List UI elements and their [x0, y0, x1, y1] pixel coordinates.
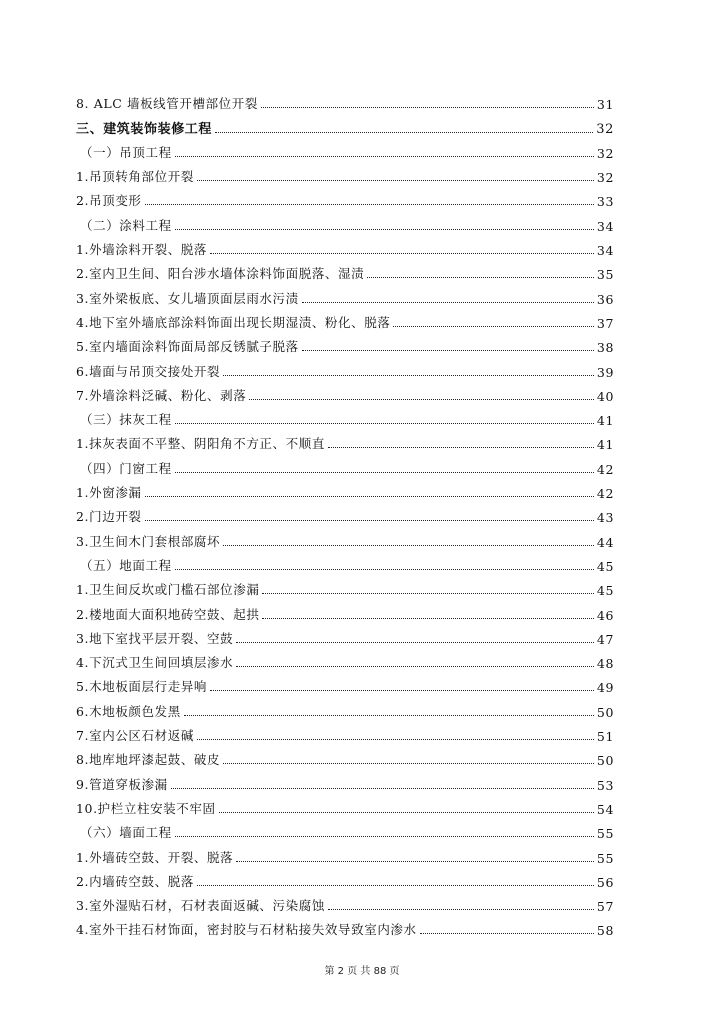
dot-leader	[223, 374, 594, 376]
toc-item[interactable]	[76, 525, 614, 549]
toc-section[interactable]	[76, 209, 614, 233]
toc-page-number: 53	[596, 777, 614, 793]
toc-page-number: 39	[596, 364, 614, 380]
toc-entry-title: 1.外窗渗漏	[76, 485, 142, 501]
toc-item[interactable]	[76, 355, 614, 379]
toc-page-number: 42	[596, 486, 614, 502]
toc-item[interactable]	[76, 234, 614, 258]
toc-page-number: 35	[596, 267, 614, 283]
toc-item[interactable]	[76, 695, 614, 719]
dot-leader	[184, 714, 594, 716]
dot-leader	[175, 422, 594, 424]
toc-entry-title: 1.外墙砖空鼓、开裂、脱落	[76, 849, 234, 865]
toc-item[interactable]	[76, 744, 614, 768]
toc-page-number: 32	[596, 145, 614, 161]
toc-entry-title: 3.室外湿贴石材，石材表面返碱、污染腐蚀	[76, 898, 325, 914]
toc-item[interactable]	[76, 185, 614, 209]
toc-page-number: 44	[596, 534, 614, 550]
toc-entry-title: 三、建筑装饰装修工程	[76, 121, 213, 137]
dot-leader	[302, 301, 594, 303]
toc-item[interactable]	[76, 307, 614, 331]
toc-entry-title: （一）吊顶工程	[80, 144, 172, 160]
dot-leader	[420, 932, 594, 934]
toc-section[interactable]	[76, 137, 614, 161]
toc-page-number: 36	[596, 291, 614, 307]
page-footer: 第 2 页 共 88 页	[324, 966, 400, 977]
toc-page-number: 33	[596, 194, 614, 210]
toc-item[interactable]	[76, 161, 614, 185]
toc-page-number: 48	[596, 656, 614, 672]
dot-leader	[223, 762, 594, 764]
toc-item[interactable]	[76, 501, 614, 525]
toc-entry-title: 3.地下室找平层开裂、空鼓	[76, 630, 234, 646]
toc-entry-title: （六）墙面工程	[80, 825, 172, 841]
dot-leader	[175, 228, 594, 230]
toc-item[interactable]	[76, 647, 614, 671]
toc-entry-title: 10.护栏立柱安装不牢固	[76, 800, 216, 816]
toc-entry-title: 2.室内卫生间、阳台涉水墙体涂料饰面脱落、湿渍	[76, 266, 365, 282]
toc-page-number: 40	[596, 388, 614, 404]
toc-entry-title: 8. ALC 墙板线管开槽部位开裂	[76, 96, 258, 112]
toc-page-number: 56	[596, 874, 614, 890]
dot-leader	[236, 860, 594, 862]
toc-entry-title: 4.下沉式卫生间回填层渗水	[76, 655, 234, 671]
toc-item[interactable]	[76, 258, 614, 282]
dot-leader	[197, 738, 594, 740]
toc-page-number: 34	[596, 243, 614, 259]
toc-entry-title: 7.室内公区石材返碱	[76, 728, 194, 744]
toc-page-number: 34	[596, 218, 614, 234]
toc-entry-title: 8.地库地坪漆起鼓、破皮	[76, 752, 221, 768]
toc-entry-title: （二）涂料工程	[80, 217, 172, 233]
toc-entry-title: （三）抹灰工程	[80, 412, 172, 428]
toc-page-number: 47	[596, 631, 614, 647]
toc-page-number: 45	[596, 583, 614, 599]
dot-leader	[145, 203, 594, 205]
dot-leader	[302, 349, 594, 351]
toc-page-number: 51	[596, 729, 614, 745]
toc-item[interactable]	[76, 720, 614, 744]
toc-page-number: 58	[596, 923, 614, 939]
toc-item[interactable]	[76, 331, 614, 355]
toc-page-number: 54	[596, 801, 614, 817]
toc-item[interactable]	[76, 477, 614, 501]
dot-leader	[262, 592, 593, 594]
dot-leader	[197, 884, 594, 886]
toc-section[interactable]	[76, 817, 614, 841]
toc-entry-title: 3.室外梁板底、女儿墙顶面层雨水污渍	[76, 290, 299, 306]
toc-page-number: 32	[596, 121, 614, 137]
toc-section[interactable]	[76, 452, 614, 476]
toc-item[interactable]	[76, 671, 614, 695]
toc-page-number: 55	[596, 826, 614, 842]
dot-leader	[210, 689, 594, 691]
dot-leader	[145, 519, 594, 521]
toc-page-number: 42	[596, 461, 614, 477]
toc-item[interactable]	[76, 841, 614, 865]
dot-leader	[367, 276, 594, 278]
toc-entry-title: （四）门窗工程	[80, 460, 172, 476]
dot-leader	[171, 787, 594, 789]
toc-entry-title: 2.门边开裂	[76, 509, 142, 525]
dot-leader	[236, 641, 594, 643]
toc-entry-title: 5.木地板面层行走异响	[76, 679, 208, 695]
toc-page-number: 50	[596, 753, 614, 769]
toc-page-number: 41	[596, 413, 614, 429]
dot-leader	[175, 471, 594, 473]
dot-leader	[197, 179, 594, 181]
toc-chapter[interactable]	[76, 112, 614, 136]
dot-leader	[328, 446, 594, 448]
toc-page-number: 57	[596, 899, 614, 915]
dot-leader	[219, 811, 594, 813]
dot-leader	[215, 131, 593, 133]
dot-leader	[328, 908, 594, 910]
dot-leader	[261, 106, 594, 108]
toc-page-number: 46	[596, 607, 614, 623]
toc-entry-title: 5.室内墙面涂料饰面局部反锈腻子脱落	[76, 339, 299, 355]
dot-leader	[262, 617, 593, 619]
toc-page-number: 43	[596, 510, 614, 526]
toc-entry-title: 7.外墙涂料泛碱、粉化、剥落	[76, 387, 247, 403]
toc-entry-title: （五）地面工程	[80, 557, 172, 573]
toc-page-number: 45	[596, 558, 614, 574]
toc-item[interactable]	[76, 428, 614, 452]
toc-page-number: 49	[596, 680, 614, 696]
dot-leader	[175, 568, 594, 570]
toc-entry-title: 4.室外干挂石材饰面，密封胶与石材粘接失效导致室内渗水	[76, 922, 417, 938]
toc-item[interactable]	[76, 282, 614, 306]
toc-entry-title: 2.楼地面大面积地砖空鼓、起拱	[76, 606, 260, 622]
toc-entry-title: 1.抹灰表面不平整、阴阳角不方正、不顺直	[76, 436, 325, 452]
dot-leader	[393, 325, 593, 327]
toc-entry-title: 2.吊顶变形	[76, 193, 142, 209]
dot-leader	[249, 398, 594, 400]
toc-item[interactable]	[76, 598, 614, 622]
toc-item[interactable]	[76, 890, 614, 914]
toc-entry-title: 6.墙面与吊顶交接处开裂	[76, 363, 221, 379]
toc-page-number: 37	[596, 315, 614, 331]
toc-entry-title: 9.管道穿板渗漏	[76, 776, 168, 792]
toc-entry-title: 6.木地板颜色发黑	[76, 703, 181, 719]
toc-section[interactable]	[76, 404, 614, 428]
toc-item[interactable]	[76, 380, 614, 404]
dot-leader	[223, 544, 594, 546]
dot-leader	[175, 835, 594, 837]
toc-section[interactable]	[76, 550, 614, 574]
toc-item[interactable]	[76, 623, 614, 647]
dot-leader	[236, 665, 594, 667]
toc-item[interactable]	[76, 914, 614, 938]
toc-page-number: 50	[596, 704, 614, 720]
toc-entry-title: 1.外墙涂料开裂、脱落	[76, 242, 208, 258]
toc-item[interactable]	[76, 768, 614, 792]
toc-item[interactable]	[76, 866, 614, 890]
dot-leader	[145, 495, 594, 497]
toc-item[interactable]	[76, 88, 614, 112]
dot-leader	[210, 252, 594, 254]
toc-entry-title: 3.卫生间木门套根部腐坏	[76, 533, 221, 549]
toc-item[interactable]	[76, 793, 614, 817]
table-of-contents	[76, 88, 614, 938]
toc-page-number: 32	[596, 170, 614, 186]
toc-entry-title: 2.内墙砖空鼓、脱落	[76, 873, 194, 889]
toc-page-number: 55	[596, 850, 614, 866]
dot-leader	[175, 155, 594, 157]
toc-item[interactable]	[76, 574, 614, 598]
toc-entry-title: 1.卫生间反坎或门槛石部位渗漏	[76, 582, 260, 598]
toc-entry-title: 1.吊顶转角部位开裂	[76, 169, 194, 185]
toc-page-number: 41	[596, 437, 614, 453]
toc-page-number: 38	[596, 340, 614, 356]
toc-page-number: 31	[596, 97, 614, 113]
toc-entry-title: 4.地下室外墙底部涂料饰面出现长期湿渍、粉化、脱落	[76, 314, 391, 330]
